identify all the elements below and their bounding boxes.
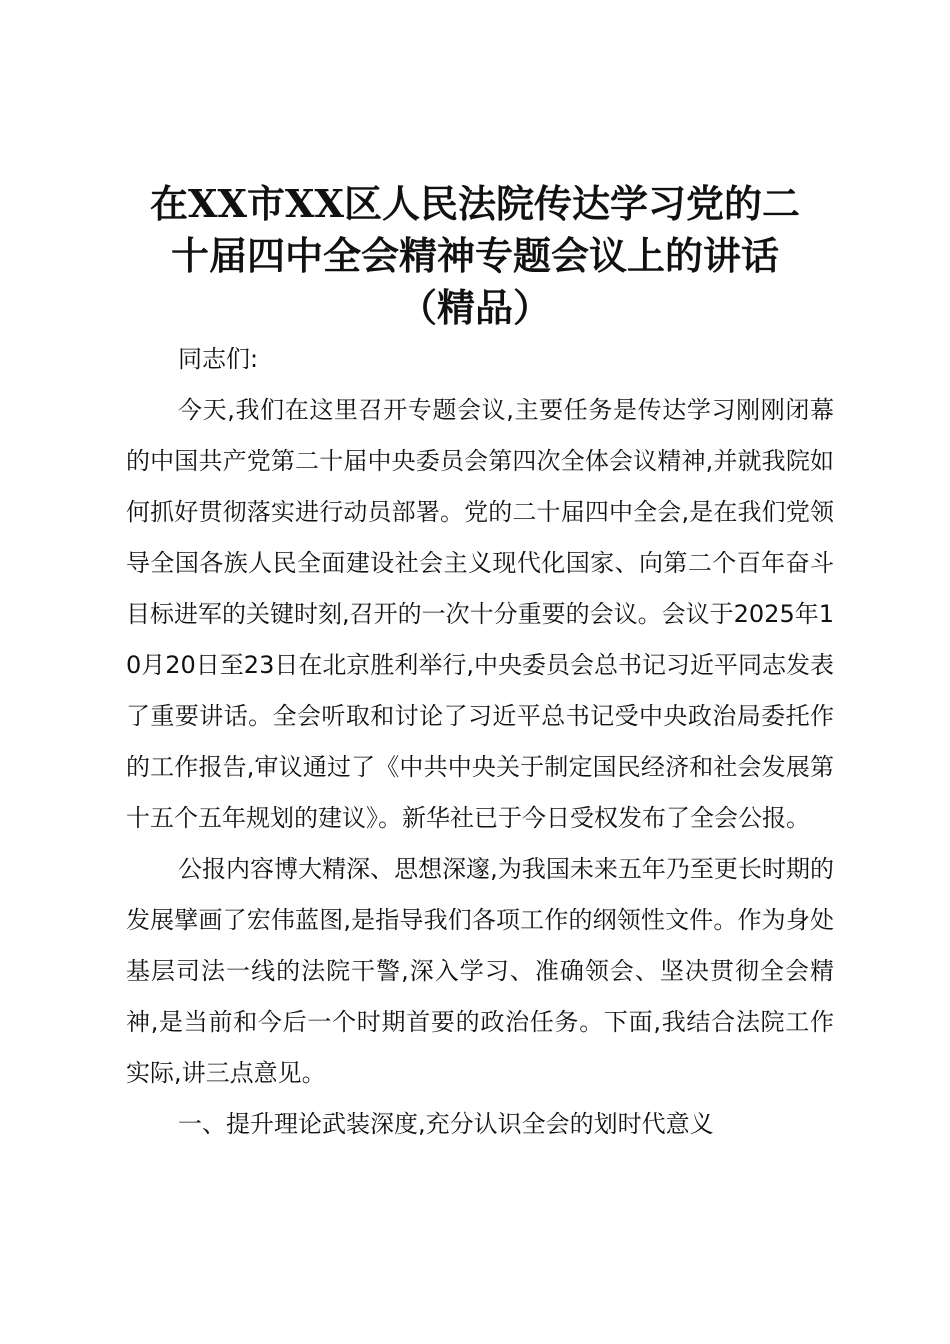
section-heading-1: 一、提升理论武装深度,充分认识全会的划时代意义 (178, 1110, 714, 1138)
title-line-2: 十届四中全会精神专题会议上的讲话 (170, 233, 779, 278)
title-line-1: 在XX市XX区人民法院传达学习党的二 (150, 181, 800, 226)
document-body (126, 334, 834, 1150)
paragraph-1: 今天,我们在这里召开专题会议,主要任务是传达学习刚刚闭幕的中国共产党第二十届中央委员会第四次全体会议精神,并就我院如何抓好贯彻落实进行动员部署。党的二十届四中全会,是在我们党领导全国各族人民全面建设社会主义现代化国家、向第二个百年奋斗目标进军的关键时刻,召开的一次十分重要的会议。会议于2025年10月20日至23日在北京胜利举行,中央委员会总书记习近平同志发表了重要讲话。全会听取和讨论了习近平总书记受中央政治局委托作的工作报告,审议通过了《中共中央关于制定国民经济和社会发展第十五个五年规划的建议》。新华社已于今日受权发布了全会公报。 (126, 396, 834, 832)
paragraph-2: 公报内容博大精深、思想深邃,为我国未来五年乃至更长时期的发展擘画了宏伟蓝图,是指导我们各项工作的纲领性文件。作为身处基层司法一线的法院干警,深入学习、准确领会、坚决贯彻全会精神,是当前和今后一个时期首要的政治任务。下面,我结合法院工作实际,讲三点意见。 (126, 855, 834, 1087)
document-title (118, 178, 832, 334)
salutation: 同志们: (178, 345, 259, 373)
title-line-3: （精品） (398, 285, 551, 330)
